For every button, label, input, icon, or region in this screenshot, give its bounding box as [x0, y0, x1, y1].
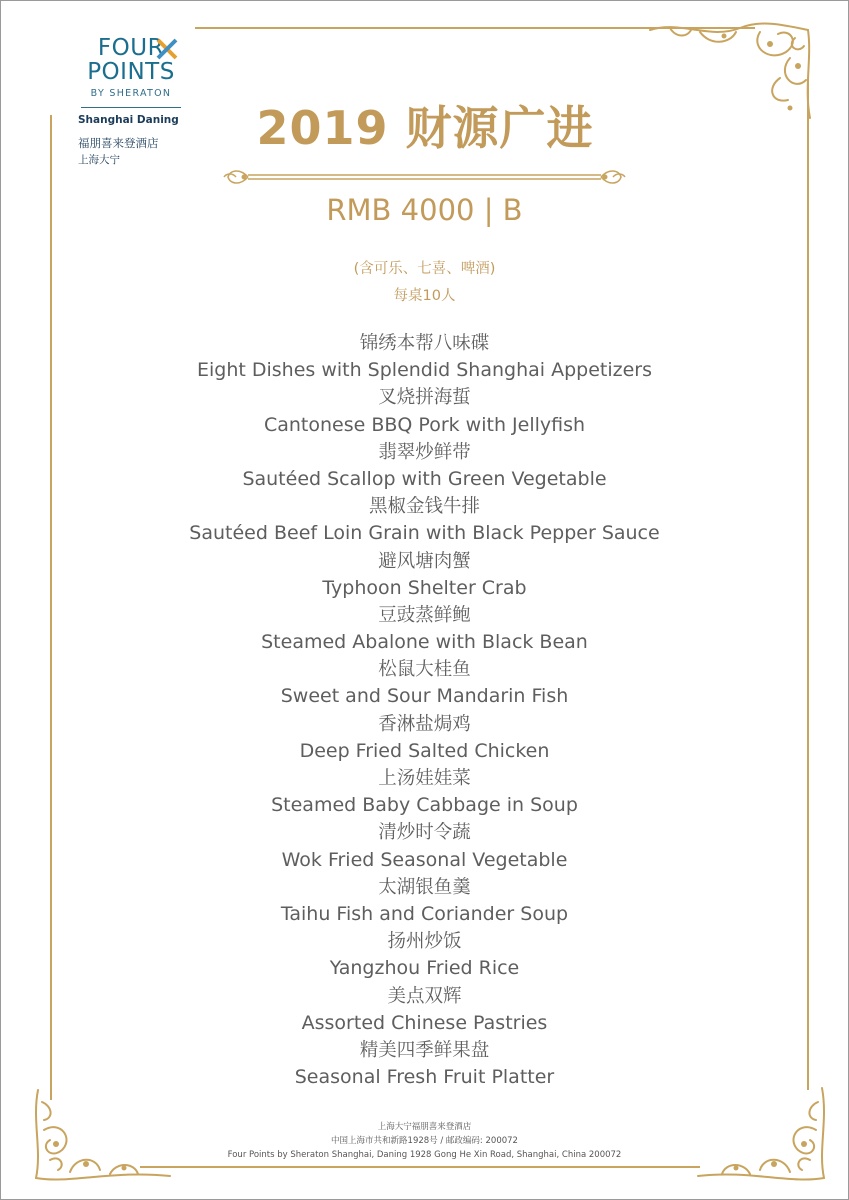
- menu-item-en: Sautéed Scallop with Green Vegetable: [242, 467, 607, 490]
- menu-item-cn: 美点双辉: [387, 985, 462, 1007]
- frame-bottom-line: [140, 1166, 700, 1168]
- menu-item-cn: 避风塘肉蟹: [378, 550, 471, 572]
- menu-item-cn: 精美四季鲜果盘: [359, 1039, 490, 1061]
- menu-item-cn: 黑椒金钱牛排: [368, 496, 480, 518]
- logo-wordmark-four: FOUR: [97, 35, 165, 61]
- hotel-logo: [76, 36, 186, 167]
- menu-item-en: Sweet and Sour Mandarin Fish: [280, 685, 569, 708]
- menu-item-cn: 上汤娃娃菜: [378, 768, 471, 789]
- menu-item-cn: 松鼠大桂鱼: [378, 659, 471, 681]
- corner-ornament-top-right: [640, 18, 820, 128]
- menu-item-en: Sautéed Beef Loin Grain with Black Pepper Sauce: [189, 522, 660, 545]
- logo-x-mark-icon: [156, 38, 178, 60]
- footer-en-address: Four Points by Sheraton Shanghai, Daning 1928 Gong He Xin Road, Shanghai, China 200072: [227, 1150, 622, 1160]
- menu-item-en: Assorted Chinese Pastries: [301, 1011, 548, 1034]
- menu-item-cn: 香淋盐焗鸡: [378, 713, 471, 735]
- menu-item-cn: 清炒时令蔬: [378, 822, 471, 844]
- per-table-note: 每桌10人: [393, 288, 456, 304]
- menu-item-cn: 太湖银鱼羹: [378, 876, 471, 898]
- menu-title: 2019 财源广进: [256, 101, 594, 155]
- logo-location: Shanghai Daning: [78, 114, 179, 126]
- menu-list: [0, 330, 849, 1091]
- footer-cn-address: 中国上海市共和新路1928号 / 邮政编码: 200072: [331, 1136, 518, 1146]
- menu-item-en: Taihu Fish and Coriander Soup: [280, 902, 569, 925]
- menu-item-cn: 豆豉蒸鲜鲍: [378, 604, 471, 626]
- drinks-note: (含可乐、七喜、啤酒): [353, 261, 496, 277]
- menu-item-en: Deep Fried Salted Chicken: [299, 739, 550, 762]
- menu-item-en: Yangzhou Fried Rice: [329, 957, 520, 980]
- menu-item-en: Steamed Baby Cabbage in Soup: [271, 794, 578, 817]
- menu-item-en: Steamed Abalone with Black Bean: [261, 631, 588, 654]
- menu-item-cn: 扬州炒饭: [387, 931, 462, 953]
- menu-item-en: Typhoon Shelter Crab: [322, 576, 527, 599]
- menu-item-cn: 翡翠炒鲜带: [378, 441, 471, 463]
- menu-item-en: Seasonal Fresh Fruit Platter: [294, 1066, 555, 1089]
- footer: [0, 1120, 849, 1162]
- logo-byline: BY SHERATON: [90, 88, 172, 99]
- footer-hotel-name: 上海大宁福朋喜来登酒店: [377, 1122, 472, 1132]
- price-label: RMB 4000 | B: [326, 193, 523, 227]
- menu-item-en: Wok Fried Seasonal Vegetable: [281, 848, 568, 871]
- logo-divider: [81, 107, 181, 108]
- logo-cn-city: 上海大宁: [78, 154, 120, 166]
- menu-item-en: Eight Dishes with Splendid Shanghai Appetizers: [196, 359, 653, 382]
- menu-item-cn: 锦绣本帮八味碟: [359, 333, 490, 354]
- logo-cn-name: 福朋喜来登酒店: [78, 136, 159, 150]
- logo-wordmark-points: POINTS: [87, 59, 175, 85]
- title-divider-ornament: [222, 162, 627, 192]
- menu-item-cn: 叉烧拼海蜇: [378, 387, 471, 409]
- menu-item-en: Cantonese BBQ Pork with Jellyfish: [263, 413, 586, 436]
